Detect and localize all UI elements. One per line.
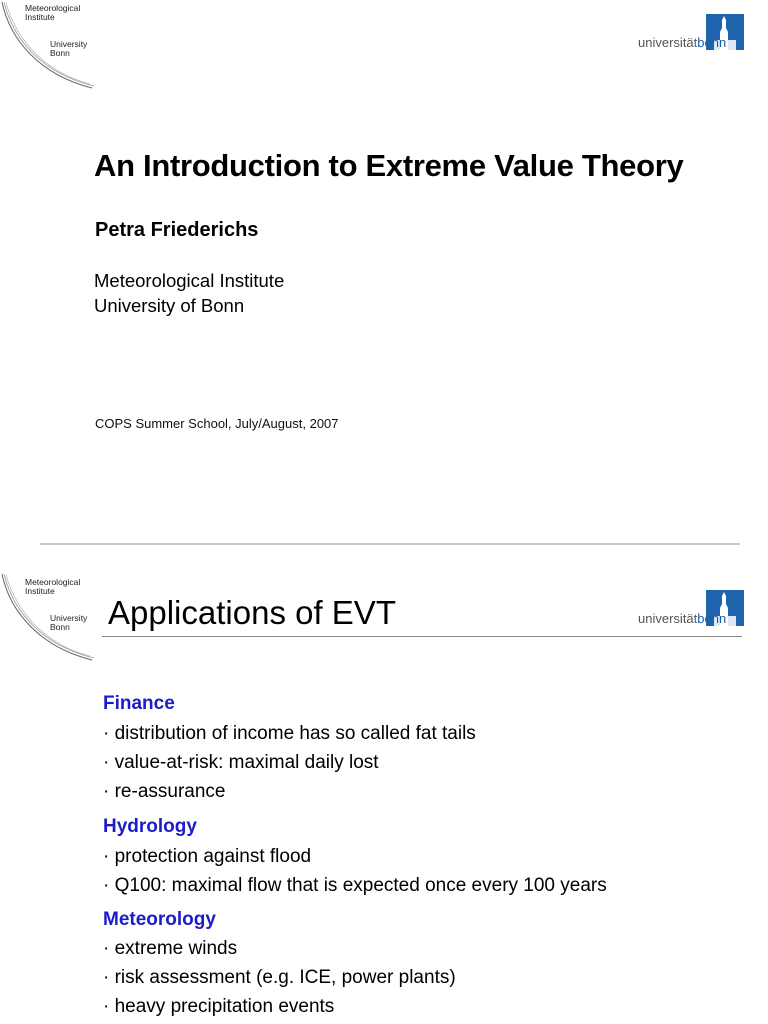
bonn-prefix: universität [638, 611, 698, 626]
slide-title: Applications of EVT [108, 594, 396, 631]
logo-line: Meteorological [25, 3, 81, 13]
bullet-item: · extreme winds [103, 938, 238, 959]
bullet-item: · Q100: maximal flow that is expected once every 100 years [103, 875, 607, 896]
bullet-item: · heavy precipitation events [103, 996, 335, 1017]
met-institute-name [25, 4, 80, 22]
bullet-item: · distribution of income has so called fat tails [103, 723, 476, 744]
bonn-prefix: universität [638, 35, 698, 50]
event-line: COPS Summer School, July/August, 2007 [95, 416, 339, 431]
slide-title: An Introduction to Extreme Value Theory [94, 148, 684, 183]
affiliation-line: University of Bonn [94, 295, 245, 316]
section-heading-hydrology: Hydrology [103, 816, 197, 837]
slide-divider [40, 543, 740, 545]
logo-line: Bonn [50, 48, 70, 58]
bonn-suffix: bonn [697, 35, 727, 50]
bonn-suffix: bonn [697, 611, 727, 626]
affiliation [94, 268, 284, 318]
logo-line: University [50, 39, 88, 49]
bullet-item: · value-at-risk: maximal daily lost [103, 752, 379, 773]
bullet-item: · re-assurance [103, 781, 226, 802]
university-name [50, 614, 87, 632]
university-name [50, 40, 87, 58]
bullet-item: · risk assessment (e.g. ICE, power plants) [103, 967, 456, 988]
logo-line: Institute [25, 12, 55, 22]
logo-line: University [50, 613, 88, 623]
logo-line: Institute [25, 586, 55, 596]
author-name: Petra Friederichs [95, 219, 259, 241]
met-institute-name [25, 578, 80, 596]
title-rule [102, 636, 742, 637]
affiliation-line: Meteorological Institute [94, 270, 285, 291]
section-heading-meteorology: Meteorology [103, 909, 216, 930]
section-heading-finance: Finance [103, 693, 175, 714]
bullet-item: · protection against flood [103, 846, 312, 867]
logo-line: Meteorological [25, 577, 81, 587]
logo-line: Bonn [50, 622, 70, 632]
